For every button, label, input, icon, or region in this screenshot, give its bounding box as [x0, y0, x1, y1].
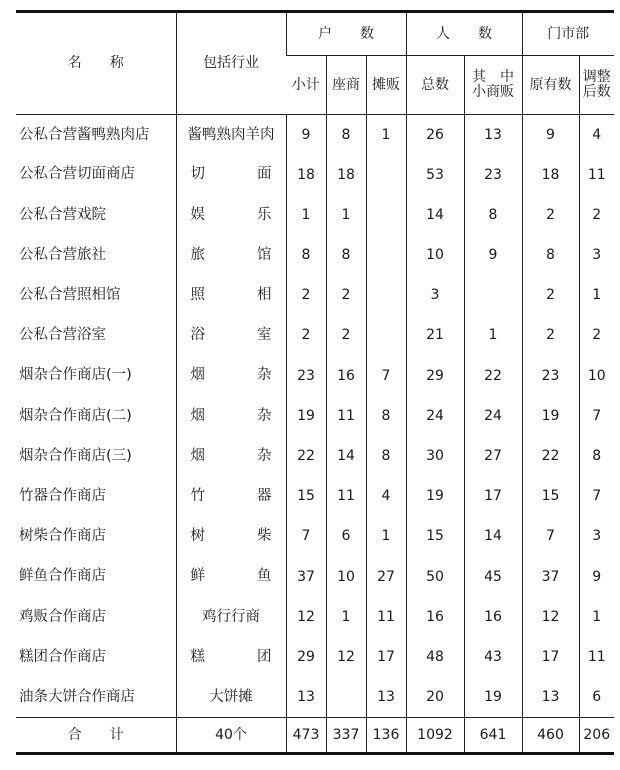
industry-char-left: 浴 [190, 327, 205, 344]
header-subtotal: 小计 [291, 76, 320, 93]
industry-cell [176, 356, 286, 396]
household-vendor [366, 195, 406, 235]
store-adjusted: 4 [579, 115, 614, 155]
people-total: 24 [406, 396, 464, 436]
header-small-vendor-line2: 小商贩 [472, 84, 514, 100]
store-adjusted: 2 [579, 195, 614, 235]
people-small-vendor: 27 [464, 436, 522, 476]
total-seated: 337 [326, 717, 366, 752]
store-name: 油条大饼合作商店 [19, 688, 135, 705]
industry-char-left: 娱 [190, 206, 205, 223]
total-subtotal: 473 [286, 717, 326, 752]
industry-char-right: 柴 [257, 528, 272, 545]
store-name: 公私合营照相馆 [19, 287, 121, 303]
table-row [16, 235, 614, 275]
people-small-vendor: 22 [464, 356, 522, 396]
store-original: 2 [522, 315, 579, 355]
household-subtotal: 29 [286, 637, 326, 677]
header-total: 总数 [406, 56, 464, 115]
people-small-vendor: 14 [464, 516, 522, 556]
industry-char-right: 杂 [257, 407, 272, 424]
household-subtotal: 1 [286, 195, 326, 235]
table-row [16, 155, 614, 195]
table-row [16, 275, 614, 315]
household-seated [326, 677, 366, 717]
industry-char-left: 旅 [190, 246, 205, 263]
table-row [16, 195, 614, 235]
store-original: 2 [522, 275, 579, 315]
household-seated: 1 [326, 597, 366, 637]
people-small-vendor: 9 [464, 235, 522, 275]
household-subtotal: 13 [286, 677, 326, 717]
household-vendor: 27 [366, 557, 406, 597]
header-industry: 包括行业 [176, 13, 286, 115]
stores-table [16, 13, 614, 752]
industry-char-right: 乐 [257, 206, 272, 223]
table-row [16, 637, 614, 677]
industry-char-right: 馆 [257, 246, 272, 263]
store-original: 13 [522, 677, 579, 717]
table-row [16, 356, 614, 396]
store-original: 9 [522, 115, 579, 155]
household-subtotal: 18 [286, 155, 326, 195]
table-footer [16, 717, 614, 752]
household-vendor: 11 [366, 597, 406, 637]
store-adjusted: 3 [579, 235, 614, 275]
store-original: 12 [522, 597, 579, 637]
household-vendor: 1 [366, 516, 406, 556]
people-total: 26 [406, 115, 464, 155]
store-original: 8 [522, 235, 579, 275]
industry-char-right: 杂 [257, 367, 272, 384]
household-seated: 11 [326, 396, 366, 436]
store-adjusted: 9 [579, 557, 614, 597]
household-vendor [366, 155, 406, 195]
industry-char-right: 杂 [257, 447, 272, 464]
header-small-vendor [464, 56, 522, 115]
industry-cell: 大饼摊 [176, 677, 286, 717]
household-seated: 18 [326, 155, 366, 195]
household-seated: 14 [326, 436, 366, 476]
header-store: 门市部 [522, 13, 614, 56]
household-seated: 12 [326, 637, 366, 677]
household-subtotal: 2 [286, 275, 326, 315]
store-original: 23 [522, 356, 579, 396]
store-original: 18 [522, 155, 579, 195]
store-name: 鲜鱼合作商店 [19, 568, 106, 585]
store-adjusted: 6 [579, 677, 614, 717]
people-total: 10 [406, 235, 464, 275]
header-households: 户 数 [286, 13, 406, 56]
people-total: 20 [406, 677, 464, 717]
industry-char-left: 树 [190, 528, 205, 545]
header-adjusted-line1: 调整 [582, 68, 611, 85]
household-subtotal: 19 [286, 396, 326, 436]
bottom-rule [16, 752, 614, 755]
industry-char-right: 相 [257, 287, 272, 303]
table-header [16, 13, 614, 115]
header-original: 原有数 [522, 56, 579, 115]
store-original: 17 [522, 637, 579, 677]
household-subtotal: 9 [286, 115, 326, 155]
industry-char-left: 烟 [190, 407, 205, 424]
industry-char-right: 团 [257, 648, 272, 665]
household-seated: 8 [326, 235, 366, 275]
people-total: 53 [406, 155, 464, 195]
people-total: 21 [406, 315, 464, 355]
store-name: 公私合营旅社 [19, 246, 106, 263]
household-vendor: 4 [366, 476, 406, 516]
store-original: 22 [522, 436, 579, 476]
store-adjusted: 11 [579, 637, 614, 677]
store-original: 15 [522, 476, 579, 516]
store-name: 公私合营酱鸭熟肉店 [19, 126, 150, 143]
household-subtotal: 37 [286, 557, 326, 597]
industry-char-left: 竹 [190, 487, 205, 504]
industry-cell [176, 155, 286, 195]
store-name: 公私合营切面商店 [19, 166, 135, 183]
store-adjusted: 1 [579, 597, 614, 637]
household-seated: 11 [326, 476, 366, 516]
people-total: 19 [406, 476, 464, 516]
total-people: 1092 [406, 717, 464, 752]
store-original: 7 [522, 516, 579, 556]
household-seated: 2 [326, 275, 366, 315]
household-seated: 1 [326, 195, 366, 235]
people-small-vendor: 24 [464, 396, 522, 436]
people-total: 48 [406, 637, 464, 677]
people-total: 3 [406, 275, 464, 315]
table-row [16, 516, 614, 556]
household-seated: 8 [326, 115, 366, 155]
people-total: 30 [406, 436, 464, 476]
industry-cell: 酱鸭熟肉羊肉 [176, 115, 286, 155]
people-small-vendor: 43 [464, 637, 522, 677]
industry-cell [176, 476, 286, 516]
industry-char-right: 面 [257, 166, 272, 183]
store-original: 2 [522, 195, 579, 235]
industry-cell [176, 557, 286, 597]
industry-char-left: 烟 [190, 367, 205, 384]
header-people: 人 数 [406, 13, 522, 56]
people-small-vendor: 1 [464, 315, 522, 355]
people-total: 16 [406, 597, 464, 637]
store-adjusted: 1 [579, 275, 614, 315]
household-vendor [366, 315, 406, 355]
total-vendor: 136 [366, 717, 406, 752]
industry-cell [176, 516, 286, 556]
household-vendor [366, 275, 406, 315]
table-row [16, 557, 614, 597]
household-vendor: 17 [366, 637, 406, 677]
people-small-vendor [464, 275, 522, 315]
header-small-vendor-line1: 其 中 [472, 68, 514, 85]
table-body [16, 115, 614, 718]
industry-cell [176, 275, 286, 315]
household-seated: 16 [326, 356, 366, 396]
store-name: 公私合营浴室 [19, 327, 106, 344]
people-small-vendor: 17 [464, 476, 522, 516]
table-row [16, 436, 614, 476]
total-small: 641 [464, 717, 522, 752]
industry-char-right: 室 [257, 327, 272, 344]
total-adjusted: 206 [579, 717, 614, 752]
industry-cell [176, 396, 286, 436]
industry-char-right: 鱼 [257, 568, 272, 585]
industry-char-left: 烟 [190, 447, 205, 464]
header-vendor: 摊贩 [366, 56, 406, 115]
statistics-table-wrapper [16, 10, 614, 755]
total-industry: 40个 [176, 717, 286, 752]
header-name: 名 称 [16, 13, 176, 115]
store-name: 烟杂合作商店(三) [19, 447, 132, 464]
store-adjusted: 11 [579, 155, 614, 195]
industry-cell [176, 315, 286, 355]
industry-char-left: 照 [190, 287, 205, 303]
table-row [16, 597, 614, 637]
household-subtotal: 8 [286, 235, 326, 275]
store-name: 竹器合作商店 [19, 487, 106, 504]
household-vendor: 8 [366, 396, 406, 436]
household-subtotal: 2 [286, 315, 326, 355]
people-small-vendor: 16 [464, 597, 522, 637]
people-total: 14 [406, 195, 464, 235]
total-label: 合 计 [16, 717, 176, 752]
industry-cell [176, 195, 286, 235]
people-small-vendor: 13 [464, 115, 522, 155]
people-small-vendor: 8 [464, 195, 522, 235]
header-adjusted-line2: 后数 [582, 84, 611, 100]
industry-char-right: 器 [257, 487, 272, 504]
total-original: 460 [522, 717, 579, 752]
table-row [16, 396, 614, 436]
store-name: 树柴合作商店 [19, 528, 106, 545]
table-row [16, 315, 614, 355]
people-total: 29 [406, 356, 464, 396]
people-total: 50 [406, 557, 464, 597]
industry-cell [176, 235, 286, 275]
store-name: 烟杂合作商店(二) [19, 407, 132, 424]
store-original: 37 [522, 557, 579, 597]
household-seated: 6 [326, 516, 366, 556]
household-vendor [366, 235, 406, 275]
store-adjusted: 10 [579, 356, 614, 396]
household-subtotal: 7 [286, 516, 326, 556]
industry-char-left: 糕 [190, 648, 205, 665]
industry-cell: 鸡行行商 [176, 597, 286, 637]
store-original: 19 [522, 396, 579, 436]
people-small-vendor: 19 [464, 677, 522, 717]
store-adjusted: 2 [579, 315, 614, 355]
industry-cell [176, 637, 286, 677]
store-name: 鸡贩合作商店 [19, 608, 106, 625]
store-adjusted: 7 [579, 396, 614, 436]
table-row [16, 476, 614, 516]
header-seated: 座商 [326, 56, 366, 115]
household-vendor: 13 [366, 677, 406, 717]
people-small-vendor: 45 [464, 557, 522, 597]
store-name: 烟杂合作商店(一) [19, 367, 132, 384]
household-subtotal: 12 [286, 597, 326, 637]
household-vendor: 8 [366, 436, 406, 476]
household-subtotal: 23 [286, 356, 326, 396]
store-name: 公私合营戏院 [19, 206, 106, 223]
people-small-vendor: 23 [464, 155, 522, 195]
store-adjusted: 7 [579, 476, 614, 516]
household-seated: 10 [326, 557, 366, 597]
household-vendor: 1 [366, 115, 406, 155]
household-subtotal: 22 [286, 436, 326, 476]
store-name: 糕团合作商店 [19, 648, 106, 665]
table-row [16, 115, 614, 155]
household-subtotal: 15 [286, 476, 326, 516]
header-adjusted [579, 56, 614, 115]
people-total: 15 [406, 516, 464, 556]
household-vendor: 7 [366, 356, 406, 396]
industry-cell [176, 436, 286, 476]
store-adjusted: 3 [579, 516, 614, 556]
industry-char-left: 鲜 [190, 568, 205, 585]
industry-char-left: 切 [190, 166, 205, 183]
table-row [16, 677, 614, 717]
store-adjusted: 8 [579, 436, 614, 476]
household-seated: 2 [326, 315, 366, 355]
total-row [16, 717, 614, 752]
